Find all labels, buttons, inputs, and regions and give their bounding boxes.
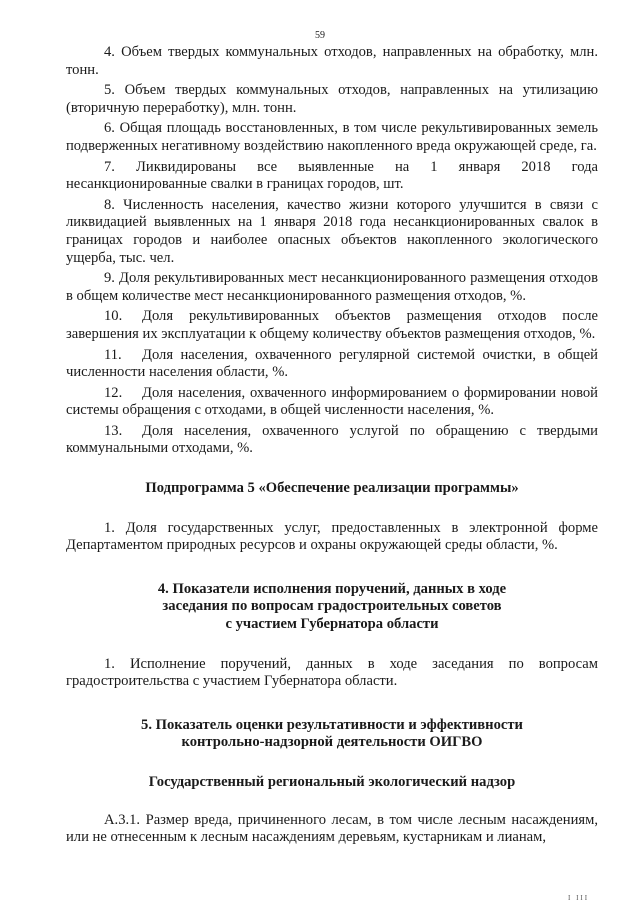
item-number: 11. [104, 346, 122, 363]
section-5-heading-line: контрольно-надзорной деятельности ОИГВО [181, 734, 483, 751]
list-item [66, 385, 598, 420]
list-item: 4. Объем твердых коммунальных отходов, направленных на обработку, млн. тонн. [66, 44, 598, 78]
list-item [66, 423, 598, 458]
section-5-heading [66, 717, 598, 752]
supervision-subheading: Государственный региональный экологический надзор [148, 774, 516, 790]
section-4-heading-line: 4. Показатели исполнения поручений, данных в ходе [157, 580, 507, 597]
section-5-item: А.3.1. Размер вреда, причиненного лесам, в том числе лесным насаждениям, или не отнесенным к лесным насаждениям деревьям, кустарникам и лианам, [66, 811, 598, 846]
footer-marks: I III [568, 894, 590, 902]
item-number: 10. [104, 308, 123, 325]
list-item: 9. Доля рекультивированных мест несанкционированного размещения отходов в общем количестве мест несанкционированного размещения отходов, %. [66, 270, 598, 304]
item-text: Доля рекультивированных объектов размещения отходов после завершения их эксплуатации к общему количеству объектов размещения отходов, %. [66, 308, 598, 342]
subprogram-5-heading: Подпрограмма 5 «Обеспечение реализации программы» [145, 480, 519, 497]
list-item: 6. Общая площадь восстановленных, в том числе рекультивированных земель подверженных негативному воздействию накопленного вреда окружающей среде, га. [66, 120, 598, 154]
section-5-heading-line: 5. Показатель оценки результативности и эффективности [141, 716, 523, 733]
section-4-heading [66, 581, 598, 634]
item-text: Доля населения, охваченного услугой по обращению с твердыми коммунальными отходами, %. [66, 422, 598, 457]
page-content [66, 44, 598, 850]
section-4-item: 1. Исполнение поручений, данных в ходе заседания по вопросам градостроительства с участием Губернатора области. [66, 655, 598, 690]
list-item: 8. Численность населения, качество жизни которого улучшится в связи с ликвидацией выявленных на 1 января 2018 года несанкционированных свалок в границах городов и наиболее опасных объектов накопленного экологического ущерба, тыс. чел. [66, 196, 598, 266]
item-number: 12. [104, 384, 123, 401]
section-4-heading-line: с участием Губернатора области [225, 616, 439, 633]
section-4-heading-line: заседания по вопросам градостроительных советов [162, 598, 502, 615]
subprogram-5-item: 1. Доля государственных услуг, предоставленных в электронной форме Департаментом природных ресурсов и охраны окружающей среды области, %. [66, 519, 598, 554]
list-item: 5. Объем твердых коммунальных отходов, направленных на утилизацию (вторичную переработку), млн. тонн. [66, 82, 598, 116]
item-text: Доля населения, охваченного регулярной системой очистки, в общей численности населения области, %. [66, 346, 598, 381]
list-item [66, 308, 598, 343]
item-number: 13. [104, 422, 123, 439]
list-item: 7. Ликвидированы все выявленные на 1 января 2018 года несанкционированные свалки в границах городов, шт. [66, 158, 598, 193]
page-number: 59 [315, 30, 325, 41]
list-item [66, 347, 598, 382]
item-text: Доля населения, охваченного информированием о формировании новой системы обращения с отходами, в общей численности населения, %. [66, 384, 598, 419]
